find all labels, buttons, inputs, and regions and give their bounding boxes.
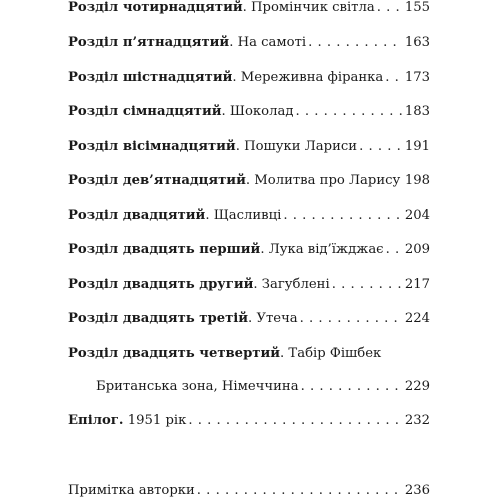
chapter-heading: Розділ вісімнадцятий [68,139,236,154]
chapter-heading: Розділ двадцятий [68,208,206,223]
toc-entry-chapter-16[interactable]: Розділ шістнадцятий . Мереживна фіранка . . . 173 [68,68,430,88]
chapter-heading: Розділ п’ятнадцятий [68,35,230,50]
chapter-heading: Розділ двадцять другий [68,277,254,292]
page-number: 236 [404,483,430,498]
chapter-title: Утеча [256,311,298,326]
toc-entry-chapter-20[interactable]: Розділ двадцятий . Щасливці . . . 204 [68,206,430,226]
chapter-heading: Розділ двадцять перший [68,242,261,257]
toc-entry-epilogue[interactable] [68,411,430,431]
chapter-title: Лука від’їжджає [268,242,384,257]
chapter-heading: Розділ чотирнадцятий [68,0,243,15]
page-number: 232 [404,413,430,428]
chapter-heading: Розділ дев’ятнадцятий [68,173,246,188]
page-number: 224 [404,311,430,326]
chapter-title: На самоті [237,35,307,50]
page-number: 173 [404,70,430,85]
page-number: 198 [404,173,430,188]
epilogue-title: 1951 рік [127,413,187,428]
toc-entry-chapter-24[interactable]: Розділ двадцять четвертий . Табір Фішбек [68,344,430,364]
dot-leader [385,68,403,88]
chapter-title: Мереживна фіранка [240,70,384,85]
toc-entry-author-note[interactable] [68,481,430,501]
dot-leader [386,240,403,260]
chapter-title: Загублені [261,277,330,292]
chapter-title: Щасливці [213,208,282,223]
page-number: 209 [404,242,430,257]
dot-leader [197,481,403,501]
page-number: 204 [404,208,430,223]
chapter-title-continued: Британська зона, Німеччина [96,379,299,394]
toc-entry-chapter-22[interactable]: Розділ двадцять другий . Загублені . . . 217 [68,275,430,295]
toc-entry-chapter-23[interactable]: Розділ двадцять третій . Утеча . . . 224 [68,309,430,329]
epilogue-heading: Епілог. [68,413,124,428]
dot-leader [283,206,403,226]
chapter-title: Табір Фішбек [288,346,382,361]
chapter-heading: Розділ двадцять четвертий [68,346,281,361]
toc-entry-chapter-18[interactable]: Розділ вісімнадцятий . Пошуки Лариси . . . 191 [68,137,430,157]
dot-leader [402,171,403,191]
page-number: 163 [404,35,430,50]
page-number: 217 [404,277,430,292]
toc-entry-chapter-19[interactable]: Розділ дев’ятнадцятий . Молитва про Ларису . . . 198 [68,171,430,191]
dot-leader [301,377,403,397]
chapter-heading: Розділ шістнадцятий [68,70,233,85]
chapter-title: Шоколад [229,104,294,119]
page-number: 155 [404,0,430,15]
page-number: 183 [404,104,430,119]
toc-entry-chapter-17[interactable]: Розділ сімнадцятий . Шоколад . . . 183 [68,102,430,122]
toc-entry-chapter-21[interactable]: Розділ двадцять перший . Лука від’їжджає . . . 209 [68,240,430,260]
dot-leader [300,309,403,329]
dot-leader [332,275,403,295]
dot-leader [188,411,402,431]
page-number: 229 [404,379,430,394]
chapter-heading: Розділ сімнадцятий [68,104,222,119]
dot-leader [295,102,402,122]
dot-leader [308,33,403,53]
author-note-title: Примітка авторки [68,483,195,498]
page-number: 191 [404,139,430,154]
dot-leader [377,0,403,18]
chapter-title: Промінчик світла [251,0,375,15]
chapter-title: Пошуки Лариси [244,139,358,154]
toc-entry-chapter-15[interactable]: Розділ п’ятнадцятий . На самоті . . . 163 [68,33,430,53]
toc-entry-chapter-24-continued[interactable] [68,377,430,397]
dot-leader [359,137,403,157]
chapter-title: Молитва про Ларису [254,173,401,188]
toc-entry-chapter-14[interactable]: Розділ чотирнадцятий . Промінчик світла . . . 155 [68,0,430,18]
chapter-heading: Розділ двадцять третій [68,311,249,326]
